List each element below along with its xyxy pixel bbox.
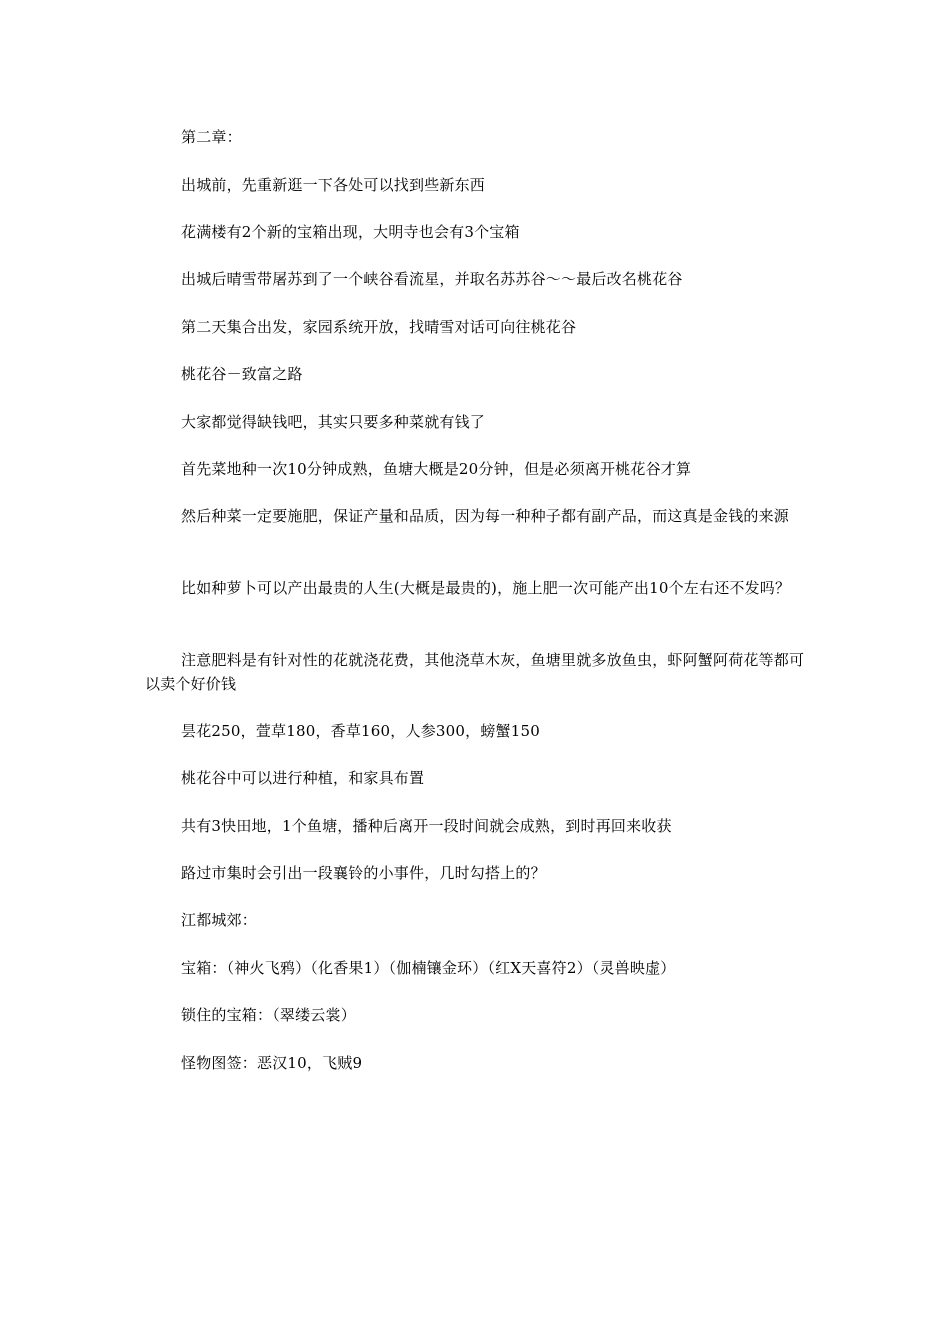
chapter-heading: 第二章： <box>181 128 242 146</box>
paragraph: 比如种萝卜可以产出最贵的人生(大概是最贵的)，施上肥一次可能产出10个左右还不发吗？ <box>181 579 791 597</box>
paragraph: 出城前，先重新逛一下各处可以找到些新东西 <box>181 176 486 194</box>
paragraph: 桃花谷中可以进行种植，和家具布置 <box>181 769 425 787</box>
paragraph: 路过市集时会引出一段襄铃的小事件，几时勾搭上的？ <box>181 864 546 882</box>
paragraph: 怪物图签：恶汉10，飞贼9 <box>181 1054 363 1072</box>
paragraph: 花满楼有2个新的宝箱出现，大明寺也会有3个宝箱 <box>181 223 520 241</box>
paragraph: 出城后晴雪带屠苏到了一个峡谷看流星，并取名苏苏谷～～最后改名桃花谷 <box>181 270 683 288</box>
paragraph: 锁住的宝箱：（翠缕云裳） <box>181 1006 356 1024</box>
paragraph: 共有3快田地，1个鱼塘，播种后离开一段时间就会成熟，到时再回来收获 <box>181 817 672 835</box>
paragraph: 第二天集合出发，家园系统开放，找晴雪对话可向往桃花谷 <box>181 318 577 336</box>
paragraph: 昙花250，萱草180，香草160，人参300，螃蟹150 <box>181 722 540 740</box>
paragraph: 首先菜地种一次10分钟成熟，鱼塘大概是20分钟，但是必须离开桃花谷才算 <box>181 460 692 478</box>
paragraph: 大家都觉得缺钱吧，其实只要多种菜就有钱了 <box>181 413 486 431</box>
section-heading: 江都城郊： <box>181 911 258 929</box>
paragraph: 宝箱：（神火飞鸦）（化香果1）（伽楠镶金环）（红X天喜符2）（灵兽映虚） <box>181 959 676 977</box>
paragraph: 注意肥料是有针对性的花就浇花费，其他浇草木灰，鱼塘里就多放鱼虫，虾阿蟹阿荷花等都可以卖个好价钱 <box>145 651 805 693</box>
section-heading: 桃花谷－致富之路 <box>181 365 303 383</box>
paragraph: 然后种菜一定要施肥，保证产量和品质，因为每一种种子都有副产品，而这真是金钱的来源 <box>181 507 790 525</box>
